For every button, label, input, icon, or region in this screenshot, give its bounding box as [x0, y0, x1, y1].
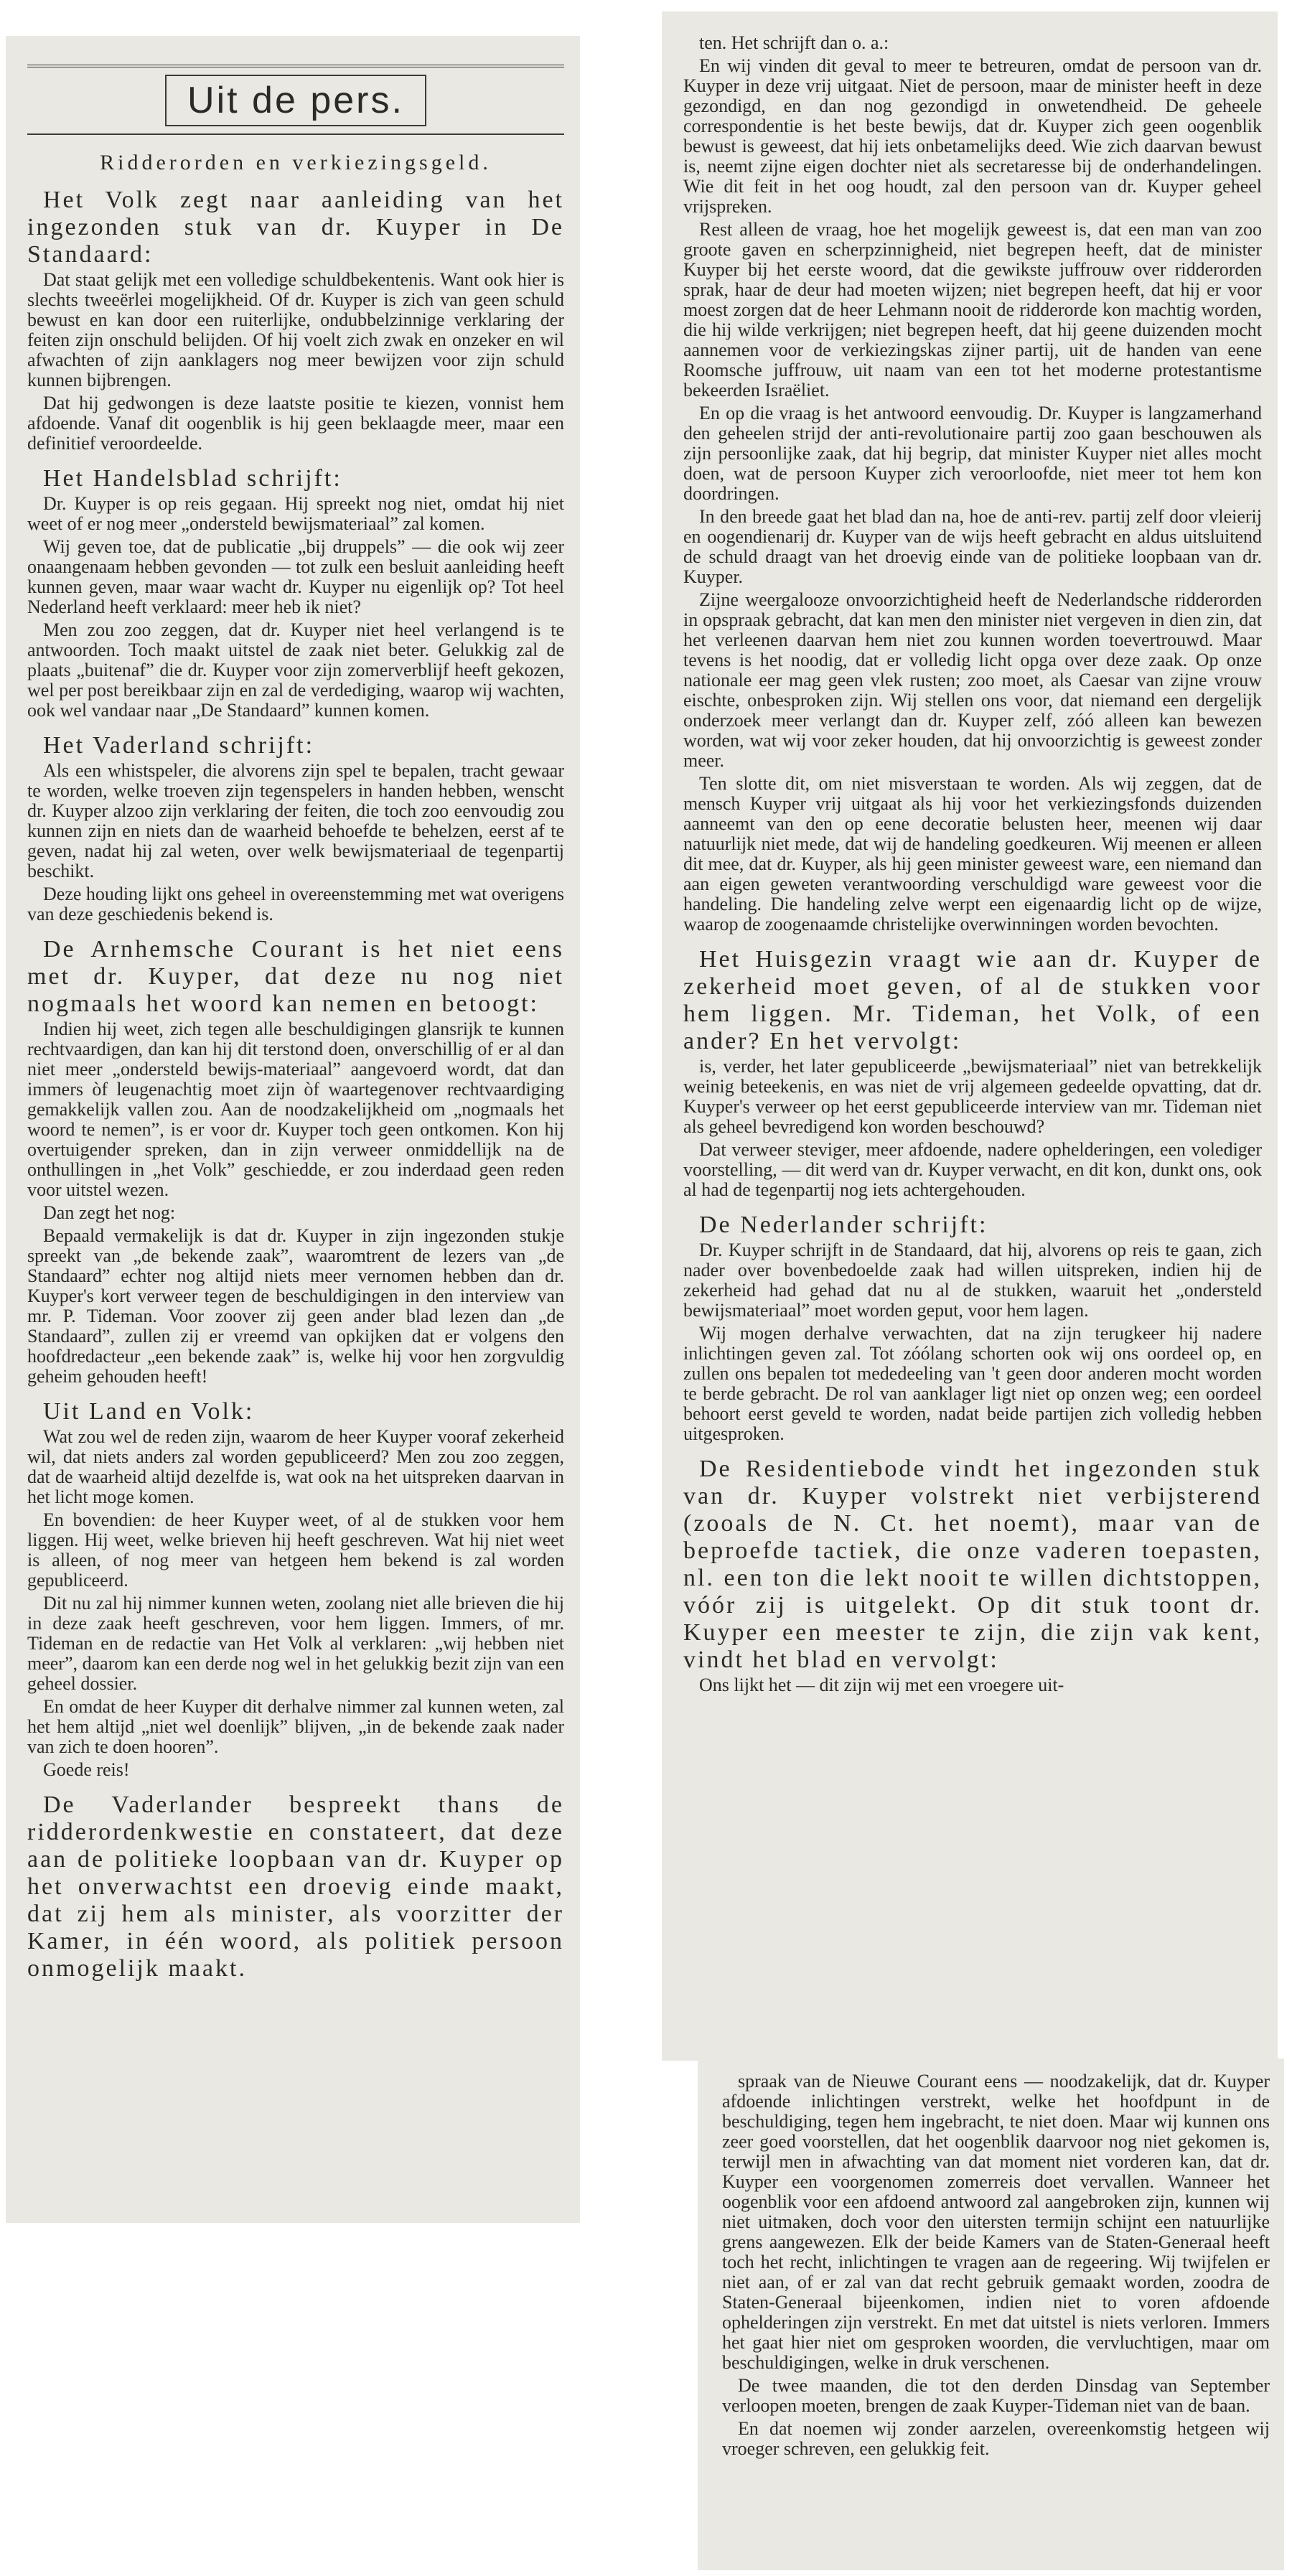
right-bottom-article-body	[722, 2071, 1270, 2459]
article-lead: De Arnhemsche Courant is het niet eens met dr. Kuyper, dat deze nu nog niet nogmaals het woord kan nemen en betoogt:	[27, 936, 564, 1017]
paragraph: ten. Het schrijft dan o. a.:	[699, 32, 889, 53]
paragraph: Dat staat gelijk met een volledige schuldbekentenis. Want ook hier is slechts tweeërlei mogelijkheid. Of dr. Kuyper is zich van geen schuld bewust en kan door een ruiterlijke, ondubbelzinnige verklaring der feiten zijn onschuld belijden. Of hij voelt zich zwak en onzeker en wil afwachten of zijn aanklagers nog meer bewijzen voor zijn schuld kunnen bijbrengen.	[27, 269, 564, 390]
paragraph: En omdat de heer Kuyper dit derhalve nimmer zal kunnen weten, zal het hem altijd „niet wel doenlijk” blijven, „in de bekende zaak nader van zich te doen hooren”.	[27, 1696, 564, 1757]
paragraph: Dan zegt het nog:	[43, 1202, 176, 1223]
paragraph: Wij geven toe, dat de publicatie „bij druppels” — die ook wij zeer onaangenaam hebben gevonden — tot zulk een besluit aanleiding heeft kunnen geven, maar waar wacht dr. Kuyper nu eigenlijk op? Tot heel Nederland heeft verklaard: meer heb ik niet?	[27, 536, 564, 617]
article-lead: De Nederlander schrijft:	[699, 1212, 988, 1238]
paragraph: Ons lijkt het — dit zijn wij met een vroegere uit-	[699, 1675, 1064, 1695]
paragraph: Deze houding lijkt ons geheel in overeenstemming met wat overigens van deze geschiedenis bekend is.	[27, 884, 564, 924]
paragraph: Indien hij weet, zich tegen alle beschuldigingen glansrijk te kunnen rechtvaardigen, dan kan hij dit terstond doen, onverschillig of er al dan niet meer „ondersteld bewijs-materiaal” aangevoerd wordt, dat dan immers òf leugenachtig moet zijn òf waartegenover rechtvaardiging gemakkelijk vallen zou. Aan de noodzakelijkheid om „nogmaals het woord te nemen”, is er voor dr. Kuyper toch geen ontkomen. Kon hij overtuigender spreken, dan in zijn verweer onmiddellijk na de onthullingen in „het Volk” geschiedde, er zou inderdaad geen reden voor uitstel wezen.	[27, 1018, 564, 1200]
article-lead: Het Huisgezin vraagt wie aan dr. Kuyper de zekerheid moet geven, of al de stukken voor hem liggen. Mr. Tideman, het Volk, of een ander? En het vervolgt:	[683, 946, 1262, 1054]
paragraph: Dr. Kuyper schrijft in de Standaard, dat hij, alvorens op reis te gaan, zich nader over bovenbedoelde zaak had willen uitspreken, indien hij de zekerheid had gehad dat nu al de stukken, waaruit het „ondersteld bewijsmateriaal” moet worden geput, voor hem lagen.	[683, 1240, 1262, 1321]
paragraph: En dat noemen wij zonder aarzelen, overeenkomstig hetgeen wij vroeger schreven, een gelukkig feit.	[722, 2418, 1270, 2459]
paragraph: spraak van de Nieuwe Courant eens — noodzakelijk, dat dr. Kuyper afdoende inlichtingen verstrekt, welke het hoofdpunt in de beschuldiging, tegen hem ingebracht, te niet doen. Maar wij kunnen ons zeer goed voorstellen, dat het oogenblik daarvoor nog niet gekomen is, terwijl men in afwachting van dat moment niet vorderen kan, dat dr. Kuyper een voorgenomen zomerreis doet vervallen. Wanneer het oogenblik voor een afdoend antwoord zal aangebroken zijn, kunnen wij niet uitmaken, doch voor den uitersten termijn schijnt een natuurlijke grens aangewezen. Elk der beide Kamers van de Staten-Generaal heeft toch het recht, inlichtingen te vragen aan de regeering. Wij twijfelen er niet aan, of er zal van dat recht gebruik gemaakt worden, zoodra de Staten-Generaal bijeenkomen, indien niet to voren afdoende ophelderingen zijn verstrekt. En met dat uitstel is niets verloren. Immers het gaat hier niet om gesproken woorden, die vervluchtigen, maar om beschuldigingen, welke in druk verschenen.	[722, 2071, 1270, 2373]
paragraph: Ten slotte dit, om niet misverstaan te worden. Als wij zeggen, dat de mensch Kuyper vrij uitgaat als hij voor het verkiezingsfonds duizenden aanneemt van den op eene decoratie belusten heer, meenen wij daar natuurlijk niet mede, dat wij de handeling goedkeuren. Wij meenen er alleen dit mee, dat dr. Kuyper, als hij geen minister geweest ware, een niemand dan aan eigen geweten verantwoording verschuldigd ware geweest voor die handeling. Die handeling zelve werpt een eigenaardig licht op de wijze, waarop de zoogenaamde christelijke overwinningen worden bevochten.	[683, 773, 1262, 935]
paragraph: Wij mogen derhalve verwachten, dat na zijn terugkeer hij nadere inlichtingen geven zal. Tot zóólang schorten ook wij ons oordeel op, en zullen ons bepalen tot mededeeling van 't geen door anderen mocht worden te berde gebracht. De rol van aanklager ligt niet op onzen weg; een oordeel behoort eerst geveld te worden, nadat beide partijen zich volledig hebben uitgesproken.	[683, 1323, 1262, 1444]
paragraph: Dat hij gedwongen is deze laatste positie te kiezen, vonnist hem afdoende. Vanaf dit oogenblik is hij geen beklaagde meer, maar een definitief veroordeelde.	[27, 393, 564, 454]
column-title: Uit de pers.	[165, 75, 426, 126]
paragraph: Rest alleen de vraag, hoe het mogelijk geweest is, dat een man van zoo groote gaven en scherpzinnigheid, niet begrepen heeft, dat de minister Kuyper bij het eerste woord, dat die gewikste juffrouw over ridderorden sprak, haar de deur had moeten wijzen; niet begrepen heeft, dat hij er voor moest zorgen dat de heer Lehmann nooit de ridderorde kon machtig worden, die hij wilde verkrijgen; niet begrepen heeft, dat hij geene duizenden mocht aannemen voor de verkiezingskas zijner partij, uit de handen van eene Roomsche juffrouw, uit naam van een tot het moderne protestantisme bekeerden Israëliet.	[683, 219, 1262, 401]
paragraph: En op die vraag is het antwoord eenvoudig. Dr. Kuyper is langzamerhand den geheelen strijd der anti-revolutionaire partij zoo gaan beschouwen als zijn persoonlijke zaak, dat hij begrip, dat minister Kuyper niet alles mocht doen, wat de persoon Kuyper zich veroorloofde, niet meer tot hem kon doordringen.	[683, 403, 1262, 504]
paragraph: is, verder, het later gepubliceerde „bewijsmateriaal” niet van betrekkelijk weinig beteekenis, en was niet de vrij algemeen gedeelde opvatting, dat dr. Kuyper's verweer op het eerst gepubliceerde interview van mr. Tideman niet als geheel bevredigend kon worden beschouwd?	[683, 1056, 1262, 1137]
paragraph: Als een whistspeler, die alvorens zijn spel te bepalen, tracht gewaar te worden, welke troeven zijn tegenspelers in handen hebben, wenscht dr. Kuyper alzoo zijn verklaring der feiten, die toch zoo eenvoudig zou kunnen zijn en niets dan de waarheid behoefde te behelzen, eerst af te geven, nadat hij zal weten, over welk bewijsmateriaal de tegenpartij beschikt.	[27, 760, 564, 881]
right-top-article-body	[683, 33, 1262, 1695]
paragraph: Men zou zoo zeggen, dat dr. Kuyper niet heel verlangend is te antwoorden. Toch maakt uitstel de zaak niet beter. Gelukkig zal de plaats „buitenaf” die dr. Kuyper voor zijn zomerverblijf heeft gekozen, wel per post bereikbaar zijn en zal de verdediging, waarop wij wachten, ook wel vandaar naar „De Standaard” kunnen komen.	[27, 619, 564, 721]
paragraph: Dit nu zal hij nimmer kunnen weten, zoolang niet alle brieven die hij in deze zaak heeft geschreven, voor hem liggen. Immers, of mr. Tideman en de redactie van Het Volk al verklaren: „wij hebben niet meer”, daarom kan een derde nog wel in het gelukkig bezit zijn van een geheel dossier.	[27, 1593, 564, 1694]
paragraph: Wat zou wel de reden zijn, waarom de heer Kuyper vooraf zekerheid wil, dat niets anders zal worden gepubliceerd? Men zou zoo zeggen, dat de waarheid altijd dezelfde is, wat ook na het uitspreken daarvan in het licht moge komen.	[27, 1426, 564, 1507]
left-column	[6, 36, 580, 2223]
paragraph: Goede reis!	[43, 1759, 130, 1780]
paragraph: Dr. Kuyper is op reis gegaan. Hij spreekt nog niet, omdat hij niet weet of er nog meer „ondersteld bewijsmateriaal” zal komen.	[27, 493, 564, 534]
paragraph: Dat verweer steviger, meer afdoende, nadere ophelderingen, een volediger voorstelling, — dit werd van dr. Kuyper verwacht, en dit kon, dunkt ons, ook al had de tegenpartij nog iets achtergehouden.	[683, 1139, 1262, 1200]
article-lead: Het Vaderland schrijft:	[43, 732, 315, 759]
article-lead: Uit Land en Volk:	[43, 1398, 255, 1425]
article-lead: Het Volk zegt naar aanleiding van het ingezonden stuk van dr. Kuyper in De Standaard:	[27, 187, 564, 268]
top-rule	[27, 65, 564, 67]
paragraph: In den breede gaat het blad dan na, hoe de anti-rev. partij zelf door vleierij en oogendienarij dr. Kuyper van de wijs heeft gebracht en aldus uitsluitend de schuld draagt van het droevig einde van de politieke loopbaan van dr. Kuyper.	[683, 506, 1262, 587]
paragraph: De twee maanden, die tot den derden Dinsdag van September verloopen moeten, brengen de zaak Kuyper-Tideman niet van de baan.	[722, 2375, 1270, 2416]
article-lead: De Vaderlander bespreekt thans de ridderordenkwestie en constateert, dat deze aan de politieke loopbaan van dr. Kuyper op het onverwachtst een droevig einde maakt, dat zij hem als minister, als voorzitter der Kamer, in één woord, als politiek persoon onmogelijk maakt.	[27, 1792, 564, 1982]
paragraph: En bovendien: de heer Kuyper weet, of al de stukken voor hem liggen. Hij weet, welke brieven hij heeft geschreven. Wat hij niet weet is alleen, of nog meer van hetgeen hem bekend is zal worden gepubliceerd.	[27, 1509, 564, 1591]
article-lead: De Residentiebode vindt het ingezonden stuk van dr. Kuyper volstrekt niet verbijsterend (zooals de N. Ct. het noemt), maar van de beproefde tactiek, die onze vaderen toepasten, nl. een ton die lekt nooit te willen dichtstoppen, vóór zij is uitgelekt. Op dit stuk toont dr. Kuyper een meester te zijn, die zijn vak kent, vindt het blad en vervolgt:	[683, 1456, 1262, 1673]
right-column-bottom	[698, 2059, 1284, 2570]
section-title: Ridderorden en verkiezingsgeld.	[100, 151, 492, 174]
paragraph: Zijne weergalooze onvoorzichtigheid heeft de Nederlandsche ridderorden in opspraak gebracht, dat kan men den minister niet vergeven in dien zin, dat het verleenen daarvan hem niet zou kunnen worden toevertrouwd. Maar tevens is het noodig, dat er volledig licht opga over deze zaak. Op onze nationale eer mag geen vlek rusten; zoo moet, als Caesar van zijne vrouw eischte, onbesproken zijn. Wij stellen ons voor, dat niemand een dergelijk onderzoek meer verlangt dan dr. Kuyper zelf, zóó alleen kan bewezen worden, wat wij voor zeker houden, dat hij onvoorzichtig is geweest zonder meer.	[683, 589, 1262, 771]
paragraph: Bepaald vermakelijk is dat dr. Kuyper in zijn ingezonden stukje spreekt van „de bekende zaak”, waaromtrent de lezers van „de Standaard” echter nog altijd niets meer vernomen hebben dan dr. Kuyper's kort verweer tegen de beschuldigingen in den interview van mr. P. Tideman. Voor zoover zij geen ander blad lezen dan „de Standaard”, zullen zij er vreemd van opkijken dat er volgens den hoofdredacteur „een bekende zaak” is, welke hij voor hen zorgvuldig geheim gehouden heeft!	[27, 1225, 564, 1387]
article-lead: Het Handelsblad schrijft:	[43, 465, 342, 492]
left-article-body	[27, 187, 564, 1982]
title-rule	[27, 134, 564, 135]
paragraph: En wij vinden dit geval to meer te betreuren, omdat de persoon van dr. Kuyper in deze vrij uitgaat. Niet de persoon, maar de minister heeft in deze gezondigd, en dan nog gezondigd in onwetendheid. De geheele correspondentie is het beste bewijs, dat dr. Kuyper zich geen oogenblik bewust is geweest, dat hij iets onbetamelijks deed. Wie zich daarvan bewust is, neemt zijne eigen dochter niet als secretaresse bij de onderhandelingen. Wie dit feit in het oog houdt, zal den persoon van dr. Kuyper geheel vrijspreken.	[683, 55, 1262, 217]
right-column-top	[662, 11, 1278, 2061]
